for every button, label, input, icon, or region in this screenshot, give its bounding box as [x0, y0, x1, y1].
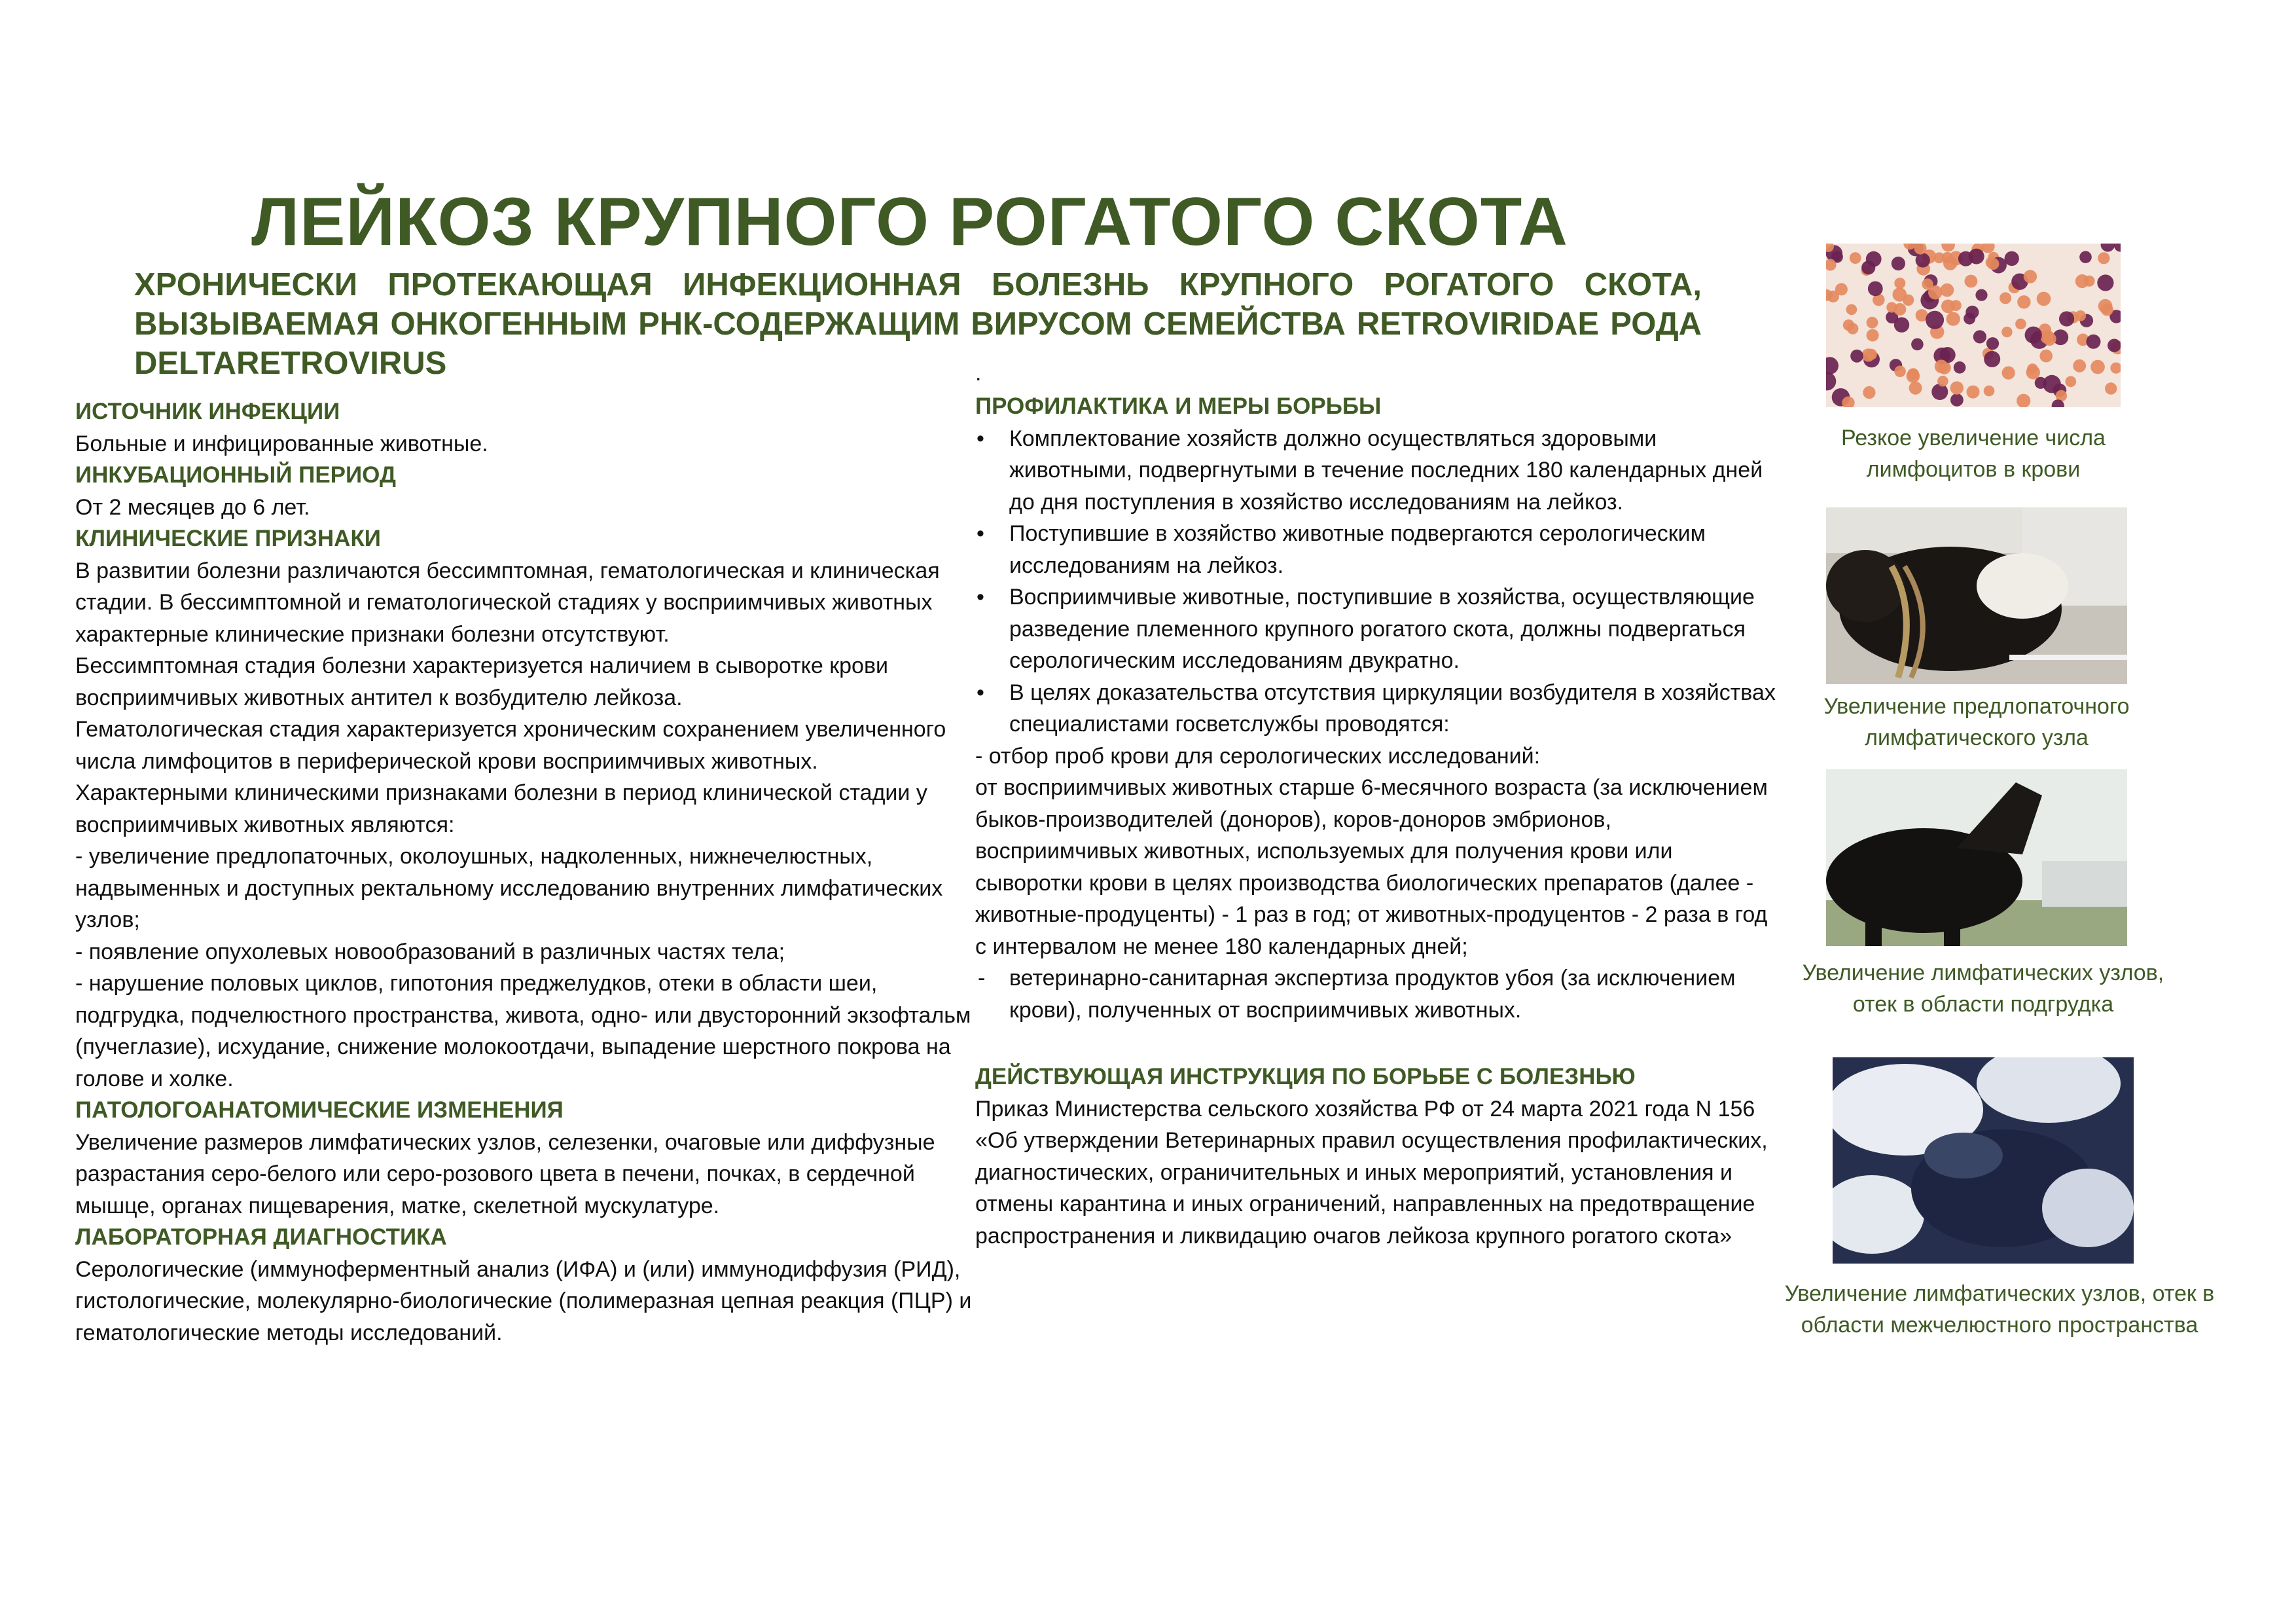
- clinical-paragraph: - появление опухолевых новообразований в различных частях тела;: [75, 939, 785, 964]
- incubation-heading: ИНКУБАЦИОННЫЙ ПЕРИОД: [75, 462, 396, 488]
- clinical-paragraph: В развитии болезни различаются бессимптомная, гематологическая и клиническая стадии. В бессимптомной и гематологической стадиях у восприимчивых животных характерные клинические признаки болезни отсутствуют.: [75, 558, 940, 647]
- page-subtitle: ХРОНИЧЕСКИ ПРОТЕКАЮЩАЯ ИНФЕКЦИОННАЯ БОЛЕЗНЬ КРУПНОГО РОГАТОГО СКОТА, ВЫЗЫВАЕМАЯ ОНКОГЕННЫМ РНК-СОДЕРЖАЩИМ ВИРУСОМ СЕМЕЙСТВА RETROVIRIDAE РОДА DELTARETROVIRUS: [134, 267, 1702, 381]
- cow-image: [1826, 769, 2127, 946]
- clinical-paragraph: Характерными клиническими признаками болезни в период клинической стадии у восприимчивых животных являются:: [75, 780, 927, 837]
- photo-caption-4: Увеличение лимфатических узлов, отек в области межчелюстного пространства: [1784, 1281, 2215, 1338]
- prevention-paragraph: от восприимчивых животных старше 6-месячного возраста (за исключением быков-производителей (доноров), коров-доноров эмбрионов, восприимчивых животных, используемых для получения крови или сыворотки крови в целях производства биологических препаратов (далее - животные-продуценты) - 1 раз в год; от животных-продуцентов - 2 раза в год с интервалом не менее 180 календарных дней;: [975, 775, 1768, 959]
- lab-diagnostics-text: Серологические (иммуноферментный анализ (ИФА) и (или) иммунодиффузия (РИД), гистологические, молекулярно-биологические (полимеразная цепная реакция (ПЦР) и гематологические методы исследований.: [75, 1256, 972, 1345]
- incubation-text: От 2 месяцев до 6 лет.: [75, 494, 310, 520]
- calf-shoulder-node-photo: [1826, 507, 2127, 684]
- prevention-bullet: • Комплектование хозяйств должно осуществляться здоровыми животными, подвергнутыми в течение последних 180 календарных дней до дня поступления в хозяйство исследованиям на лейкоз.: [975, 423, 1777, 519]
- cow-brisket-photo: [1826, 769, 2127, 946]
- clinical-paragraph: - нарушение половых циклов, гипотония преджелудков, отеки в области шеи, подгрудка, подчелюстного пространства, живота, одно- или двусторонний экзофтальм (пучеглазие), исхудание, снижение молокоотдачи, выпадение шерстного покрова на голове и холке.: [75, 971, 971, 1091]
- pathology-heading: ПАТОЛОГОАНАТОМИЧЕСКИЕ ИЗМЕНЕНИЯ: [75, 1097, 564, 1123]
- clinical-paragraph: Гематологическая стадия характеризуется хроническим сохранением увеличенного числа лимфоцитов в периферической крови восприимчивых животных.: [75, 717, 946, 774]
- photo-caption-3: Увеличение лимфатических узлов, отек в области подгрудка: [1802, 960, 2164, 1017]
- page-title: ЛЕЙКОЗ КРУПНОГО РОГАТОГО СКОТА: [251, 184, 1568, 260]
- photo-caption-2: Увеличение предлопаточного лимфатического узла: [1823, 694, 2130, 750]
- prevention-bullet: • Восприимчивые животные, поступившие в хозяйства, осуществляющие разведение племенного крупного рогатого скота, должны подвергаться серологическим исследованиям двукратно.: [975, 581, 1777, 677]
- calf-image: [1826, 507, 2127, 684]
- lab-diagnostics-heading: ЛАБОРАТОРНАЯ ДИАГНОСТИКА: [75, 1224, 447, 1250]
- source-heading: ИСТОЧНИК ИНФЕКЦИИ: [75, 399, 340, 424]
- cow-jaw-photo: [1833, 1057, 2134, 1264]
- prevention-bullet: • Поступившие в хозяйство животные подвергаются серологическим исследованиям на лейкоз.: [975, 518, 1777, 581]
- cow-jaw-image: [1833, 1057, 2134, 1264]
- clinical-heading: КЛИНИЧЕСКИЕ ПРИЗНАКИ: [75, 526, 381, 551]
- middle-column: [975, 363, 1777, 1252]
- source-text: Больные и инфицированные животные.: [75, 431, 488, 456]
- stray-dot: .: [975, 361, 982, 386]
- prevention-dash-item: - ветеринарно-санитарная экспертиза продуктов убоя (за исключением крови), полученных от восприимчивых животных.: [975, 962, 1777, 1026]
- prevention-heading: ПРОФИЛАКТИКА И МЕРЫ БОРЬБЫ: [975, 393, 1382, 419]
- prevention-bullet: • В целях доказательства отсутствия циркуляции возбудителя в хозяйствах специалистами госветслужбы проводятся:: [975, 677, 1777, 740]
- clinical-paragraph: - увеличение предлопаточных, околоушных, надколенных, нижнечелюстных, надвыменных и доступных ректальному исследованию внутренних лимфатических узлов;: [75, 844, 943, 932]
- pathology-text: Увеличение размеров лимфатических узлов, селезенки, очаговые или диффузные разрастания серо-белого или серо-розового цвета в печени, почках, в сердечной мышце, органах пищеварения, матке, скелетной мускулатуре.: [75, 1129, 935, 1218]
- photo-caption-1: Резкое увеличение числа лимфоцитов в крови: [1841, 426, 2106, 482]
- left-column: [75, 396, 978, 1349]
- instruction-text: Приказ Министерства сельского хозяйства РФ от 24 марта 2021 года N 156 «Об утверждении Ветеринарных правил осуществления профилактических, диагностических, ограничительных и иных мероприятий, установления и отмены карантина и иных ограничений, направленных на предотвращение распространения и ликвидацию очагов лейкоза крупного рогатого скота»: [975, 1096, 1768, 1249]
- prevention-paragraph: - отбор проб крови для серологических исследований:: [975, 743, 1541, 769]
- clinical-paragraph: Бессимптомная стадия болезни характеризуется наличием в сыворотке крови восприимчивых животных антител к возбудителю лейкоза.: [75, 653, 888, 710]
- blood-smear-photo: [1826, 244, 2121, 407]
- blood-smear-image: [1826, 244, 2121, 407]
- instruction-heading: ДЕЙСТВУЮЩАЯ ИНСТРУКЦИЯ ПО БОРЬБЕ С БОЛЕЗНЬЮ: [975, 1064, 1636, 1089]
